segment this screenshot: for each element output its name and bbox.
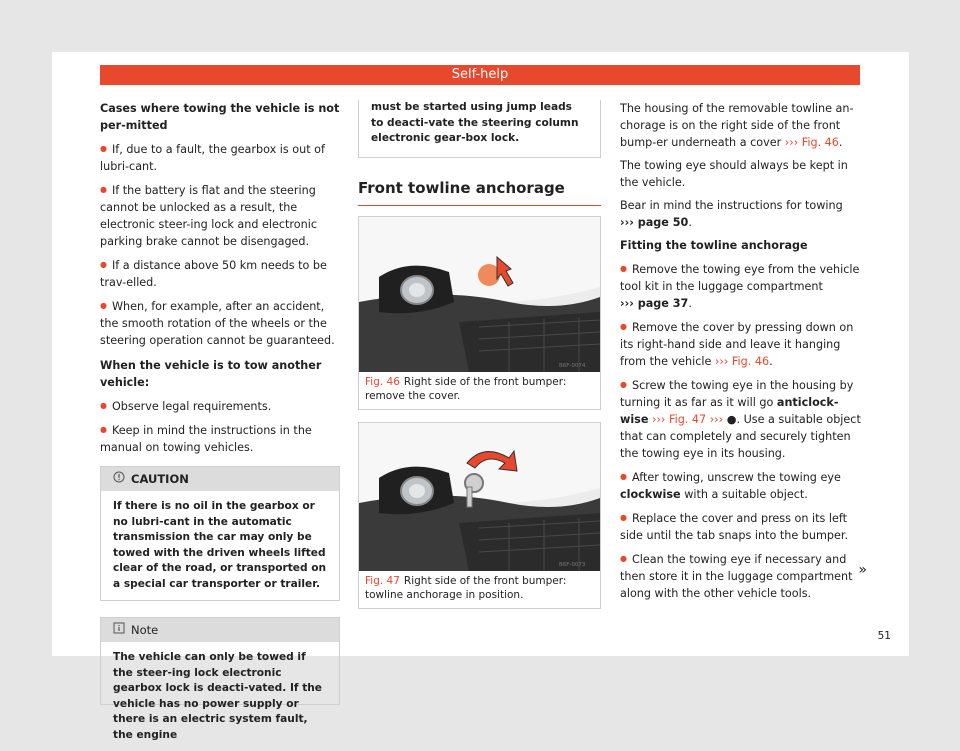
figure-46-caption	[359, 372, 600, 409]
caution-reference-icon: ●	[726, 413, 737, 426]
list-item: ● If the battery is flat and the steering cannot be unlocked as a result, the electronic steer-ing lock and electronic parking brake cannot be disengaged.	[100, 181, 340, 250]
list-item: ● Clean the towing eye if necessary and then store it in the luggage compartment along with the other vehicle tools.	[620, 550, 865, 602]
list-item: ● Remove the cover by pressing down on its right-hand side and leave it hanging from the vehicle ››› Fig. 46.	[620, 318, 865, 370]
heading-tow-another: When the vehicle is to tow another vehicle:	[100, 359, 322, 389]
bumper-cover-image	[359, 217, 600, 372]
list-item: ● If a distance above 50 km needs to be trav-elled.	[100, 256, 340, 291]
note-header	[101, 618, 339, 642]
figure-47	[358, 422, 601, 609]
fig-47-link[interactable]: ››› Fig. 47 ›››	[651, 413, 724, 426]
caution-text: If there is no oil in the gearbox or no lubri-cant in the automatic transmission the car may only be towed with the driven wheels lifted clear of the road, or transported on a special car transporter or trailer.	[113, 500, 327, 590]
caption-text: Right side of the front bumper: remove the cover.	[365, 376, 567, 402]
column-left	[100, 100, 340, 741]
note-text: The vehicle can only be towed if the steer-ing lock electronic gearbox lock is deacti-vated. If the vehicle has no power supply or there is an electric system fault, the engine	[113, 651, 322, 741]
list-item: ● Keep in mind the instructions in the manual on towing vehicles.	[100, 421, 340, 456]
section-title: Front towline anchorage	[358, 180, 601, 206]
fig-46-link[interactable]: ››› Fig. 46	[714, 355, 770, 368]
manual-page	[52, 52, 909, 741]
continued-marker: »	[858, 562, 867, 578]
paragraph: Bear in mind the instructions for towing ››› page 50.	[620, 199, 843, 229]
caption-text: Right side of the front bumper: towline anchorage in position.	[365, 575, 567, 601]
page-number: 51	[877, 630, 891, 642]
caution-title: CAUTION	[131, 472, 189, 486]
caution-box	[100, 466, 340, 601]
figure-code: B6F-0074	[559, 363, 586, 369]
heading-towing-not-permitted: Cases where towing the vehicle is not per-mitted	[100, 102, 340, 132]
info-icon	[113, 622, 125, 638]
list-item: ● Observe legal requirements.	[100, 397, 340, 415]
paragraph: The housing of the removable towline an-chorage is on the right side of the front bump-er underneath a cover ››› Fig. 46.	[620, 102, 854, 149]
page-header: Self-help	[100, 65, 860, 85]
list-item: ● After towing, unscrew the towing eye clockwise with a suitable object.	[620, 468, 865, 503]
list-item: ● Screw the towing eye in the housing by turning it as far as it will go anticlock-wise ››› Fig. 47 ››› ●. Use a suitable object that can completely and securely tighten the towing eye in its housing.	[620, 376, 865, 462]
note-continued: must be started using jump leads to deacti-vate the steering column electronic gear-box lock.	[358, 100, 601, 158]
column-right	[620, 100, 865, 608]
paragraph: The towing eye should always be kept in the vehicle.	[620, 159, 848, 189]
list-item: ● Replace the cover and press on its left side until the tab snaps into the bumper.	[620, 509, 865, 544]
figure-46	[358, 216, 601, 410]
figure-label: Fig. 46	[365, 376, 400, 388]
list-item: ● If, due to a fault, the gearbox is out of lubri-cant.	[100, 140, 340, 175]
heading-fitting: Fitting the towline anchorage	[620, 239, 808, 252]
caution-icon	[113, 471, 125, 487]
note-box	[100, 617, 340, 741]
fig-46-link[interactable]: ››› Fig. 46	[784, 136, 839, 149]
figure-47-caption	[359, 571, 600, 608]
page-37-link[interactable]: ››› page 37	[620, 297, 689, 310]
list-item: ● Remove the towing eye from the vehicle tool kit in the luggage compartment ››› page 37.	[620, 260, 865, 312]
column-middle	[358, 100, 601, 609]
list-item: ● When, for example, after an accident, the smooth rotation of the wheels or the steering operation cannot be guaranteed.	[100, 297, 340, 349]
figure-code: B6F-0073	[559, 562, 586, 568]
page-50-link[interactable]: ››› page 50	[620, 216, 689, 229]
figure-label: Fig. 47	[365, 575, 400, 587]
caution-header	[101, 467, 339, 491]
note-title: Note	[131, 623, 159, 637]
towline-anchorage-image	[359, 423, 600, 571]
